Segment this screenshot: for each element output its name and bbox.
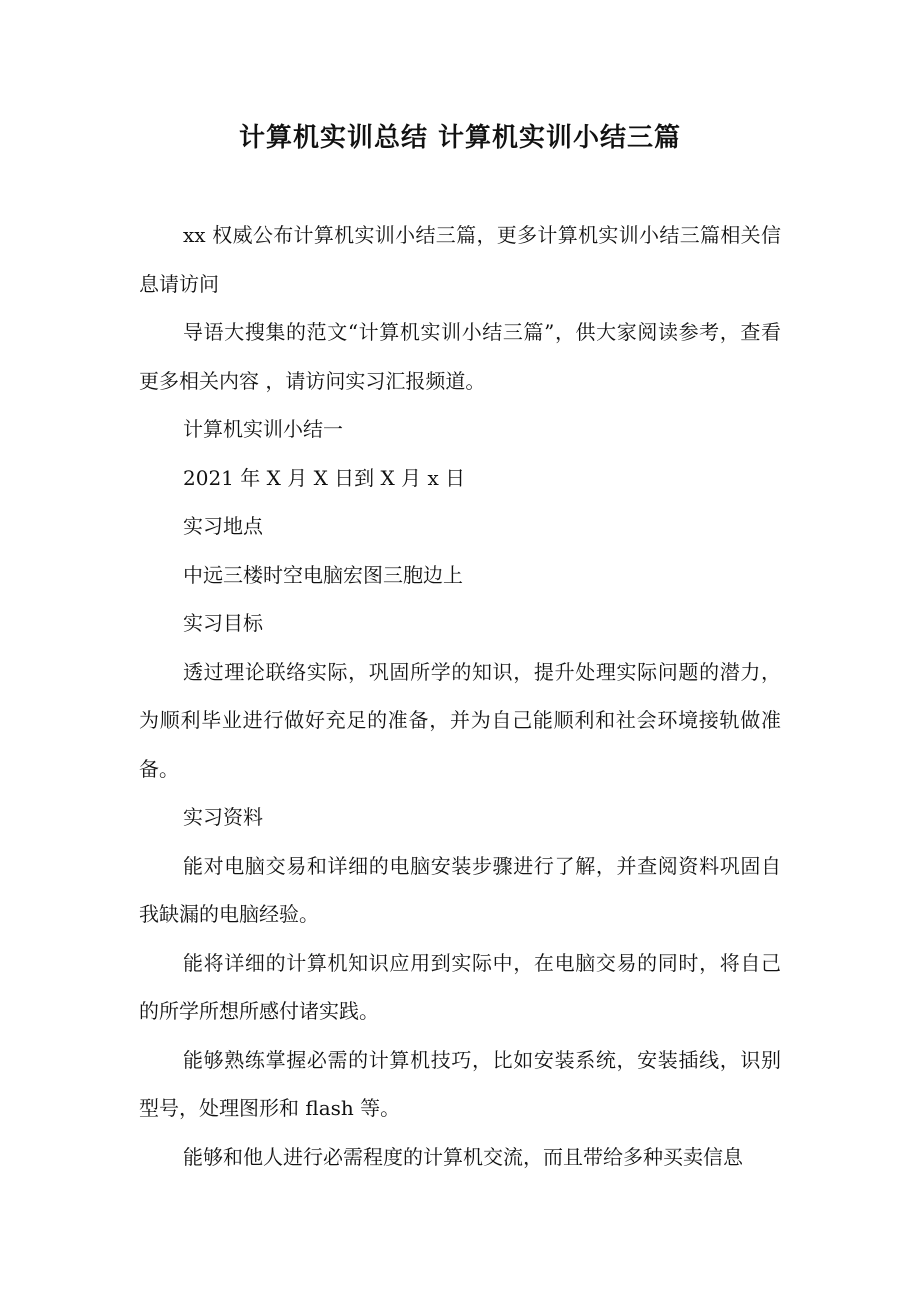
paragraph: xx 权威公布计算机实训小结三篇，更多计算机实训小结三篇相关信息请访问 [139, 223, 781, 296]
paragraph: 能对电脑交易和详细的电脑安装步骤进行了解，并查阅资料巩固自我缺漏的电脑经验。 [139, 853, 781, 926]
document-body [139, 211, 781, 1181]
paragraph: 能够熟练掌握必需的计算机技巧，比如安装系统，安装插线，识别型号，处理图形和 flash 等。 [139, 1047, 781, 1120]
section-heading: 实习目标 [183, 611, 263, 635]
section-heading: 实习资料 [183, 805, 263, 829]
paragraph: 导语大搜集的范文“计算机实训小结三篇”，供大家阅读参考，查看更多相关内容 ，请访问实习汇报频道。 [139, 320, 781, 393]
paragraph: 透过理论联络实际，巩固所学的知识，提升处理实际问题的潜力，为顺利毕业进行做好充足的准备，并为自己能顺利和社会环境接轨做准备。 [139, 659, 781, 781]
paragraph: 2021 年 X 月 X 日到 X 月 x 日 [183, 465, 466, 490]
paragraph: 中远三楼时空电脑宏图三胞边上 [183, 562, 463, 587]
section-heading: 实习地点 [183, 514, 263, 538]
paragraph: 能将详细的计算机知识应用到实际中，在电脑交易的同时，将自己的所学所想所感付诸实践。 [139, 950, 781, 1023]
section-heading: 计算机实训小结一 [183, 417, 343, 441]
document-title: 计算机实训总结 计算机实训小结三篇 [238, 123, 682, 153]
paragraph: 能够和他人进行必需程度的计算机交流，而且带给多种买卖信息 [183, 1144, 743, 1169]
